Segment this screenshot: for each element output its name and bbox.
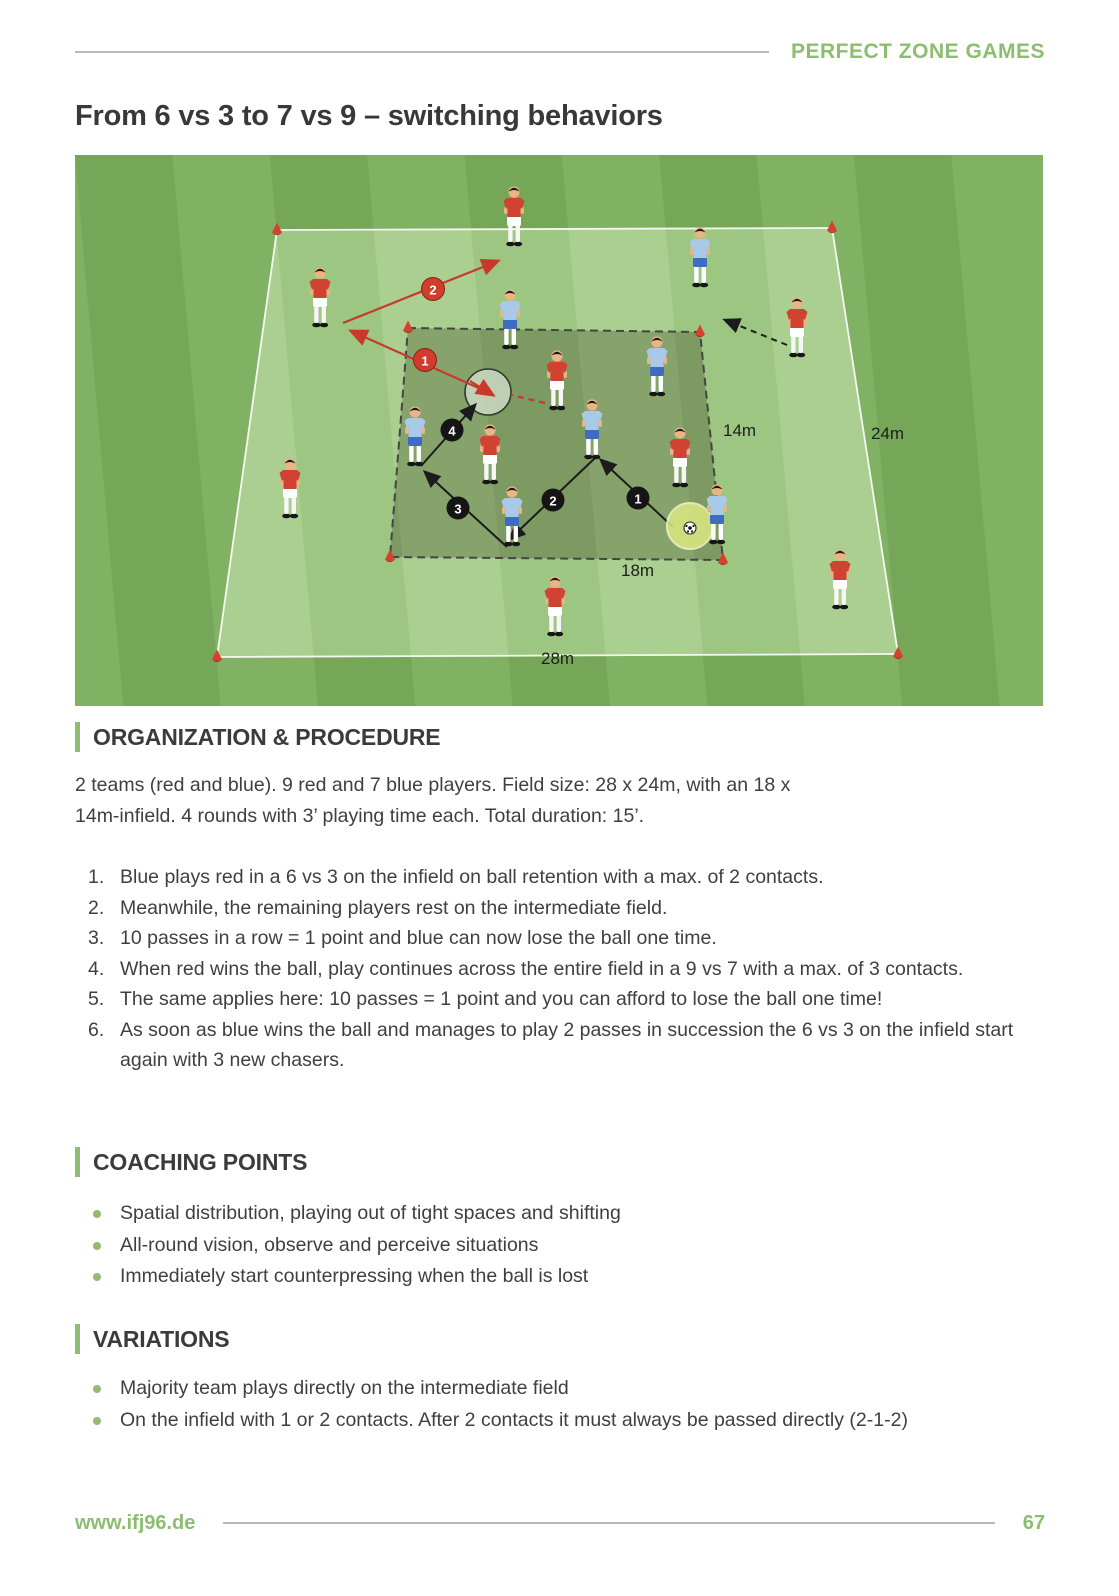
page-header	[75, 38, 1045, 66]
list-item	[75, 862, 1025, 893]
svg-text:3: 3	[454, 501, 462, 517]
list-item	[75, 893, 1025, 924]
step-number: 2.	[88, 896, 105, 919]
svg-text:1: 1	[421, 353, 429, 369]
step-number: 4.	[88, 957, 105, 980]
step-text: When red wins the ball, play continues across the entire field in a 9 vs 7 with a max. of 3 contacts.	[120, 957, 964, 980]
dimension-label: 14m	[723, 421, 757, 440]
pass-number-badge	[422, 278, 445, 301]
variations-list	[75, 1373, 1005, 1436]
footer-rule	[223, 1522, 994, 1524]
svg-text:2: 2	[429, 282, 437, 298]
step-text: The same applies here: 10 passes = 1 point and you can afford to lose the ball one time!	[120, 988, 883, 1010]
header-rule	[75, 51, 769, 53]
list-item: Spatial distribution, playing out of tight spaces and shifting	[75, 1198, 1000, 1230]
step-text: Meanwhile, the remaining players rest on the intermediate field.	[120, 896, 668, 919]
page-footer	[75, 1508, 1045, 1538]
step-number: 3.	[88, 927, 105, 949]
pass-number-badge	[414, 349, 437, 372]
coaching-points-list	[75, 1198, 1005, 1293]
pass-number-badge	[542, 489, 565, 512]
step-number: 6.	[88, 1018, 105, 1041]
intro-line: 14m-infield. 4 rounds with 3’ playing time each. Total duration: 15’.	[75, 805, 645, 827]
section-heading-variations: VARIATIONS	[75, 1324, 229, 1354]
chapter-title: PERFECT ZONE GAMES	[790, 40, 1045, 63]
list-item: On the infield with 1 or 2 contacts. After 2 contacts it must always be passed directly (2-1-2)	[75, 1405, 1000, 1437]
list-item	[75, 1015, 1025, 1076]
list-item	[75, 984, 1025, 1015]
list-item: All-round vision, observe and perceive situations	[75, 1230, 1000, 1262]
svg-text:2: 2	[549, 493, 557, 509]
step-number: 1.	[88, 866, 105, 888]
dimension-label: 24m	[871, 424, 905, 443]
step-text: 10 passes in a row = 1 point and blue can now lose the ball one time.	[120, 927, 717, 949]
step-text: As soon as blue wins the ball and manages to play 2 passes in succession the 6 vs 3 on the infield start again with 3 new chasers.	[120, 1018, 1014, 1071]
drill-diagram	[75, 155, 1043, 706]
page-number: 67	[1022, 1511, 1045, 1534]
pass-number-badge	[627, 487, 650, 510]
step-number: 5.	[88, 988, 105, 1010]
pass-number-badge	[441, 419, 464, 442]
dimension-label: 28m	[541, 649, 575, 668]
svg-text:1: 1	[634, 491, 642, 507]
organization-intro	[75, 770, 975, 832]
soccer-ball	[684, 522, 696, 534]
dimension-label: 18m	[621, 561, 655, 580]
list-item: Immediately start counterpressing when the ball is lost	[75, 1261, 1000, 1293]
page-title: From 6 vs 3 to 7 vs 9 – switching behaviors	[75, 100, 663, 132]
website-link[interactable]: www.ifj96.de	[75, 1511, 196, 1534]
intro-line: 2 teams (red and blue). 9 red and 7 blue players. Field size: 28 x 24m, with an 18 x	[75, 774, 791, 796]
section-heading-organization: ORGANIZATION & PROCEDURE	[75, 722, 440, 752]
list-item	[75, 954, 1025, 985]
pass-number-badge	[447, 497, 470, 520]
list-item	[75, 923, 1025, 954]
list-item: Majority team plays directly on the intermediate field	[75, 1373, 1000, 1405]
section-heading-coaching: COACHING POINTS	[75, 1147, 307, 1177]
step-text: Blue plays red in a 6 vs 3 on the infield on ball retention with a max. of 2 contacts.	[120, 866, 824, 888]
procedure-steps	[75, 862, 1020, 1076]
svg-text:4: 4	[448, 423, 456, 439]
